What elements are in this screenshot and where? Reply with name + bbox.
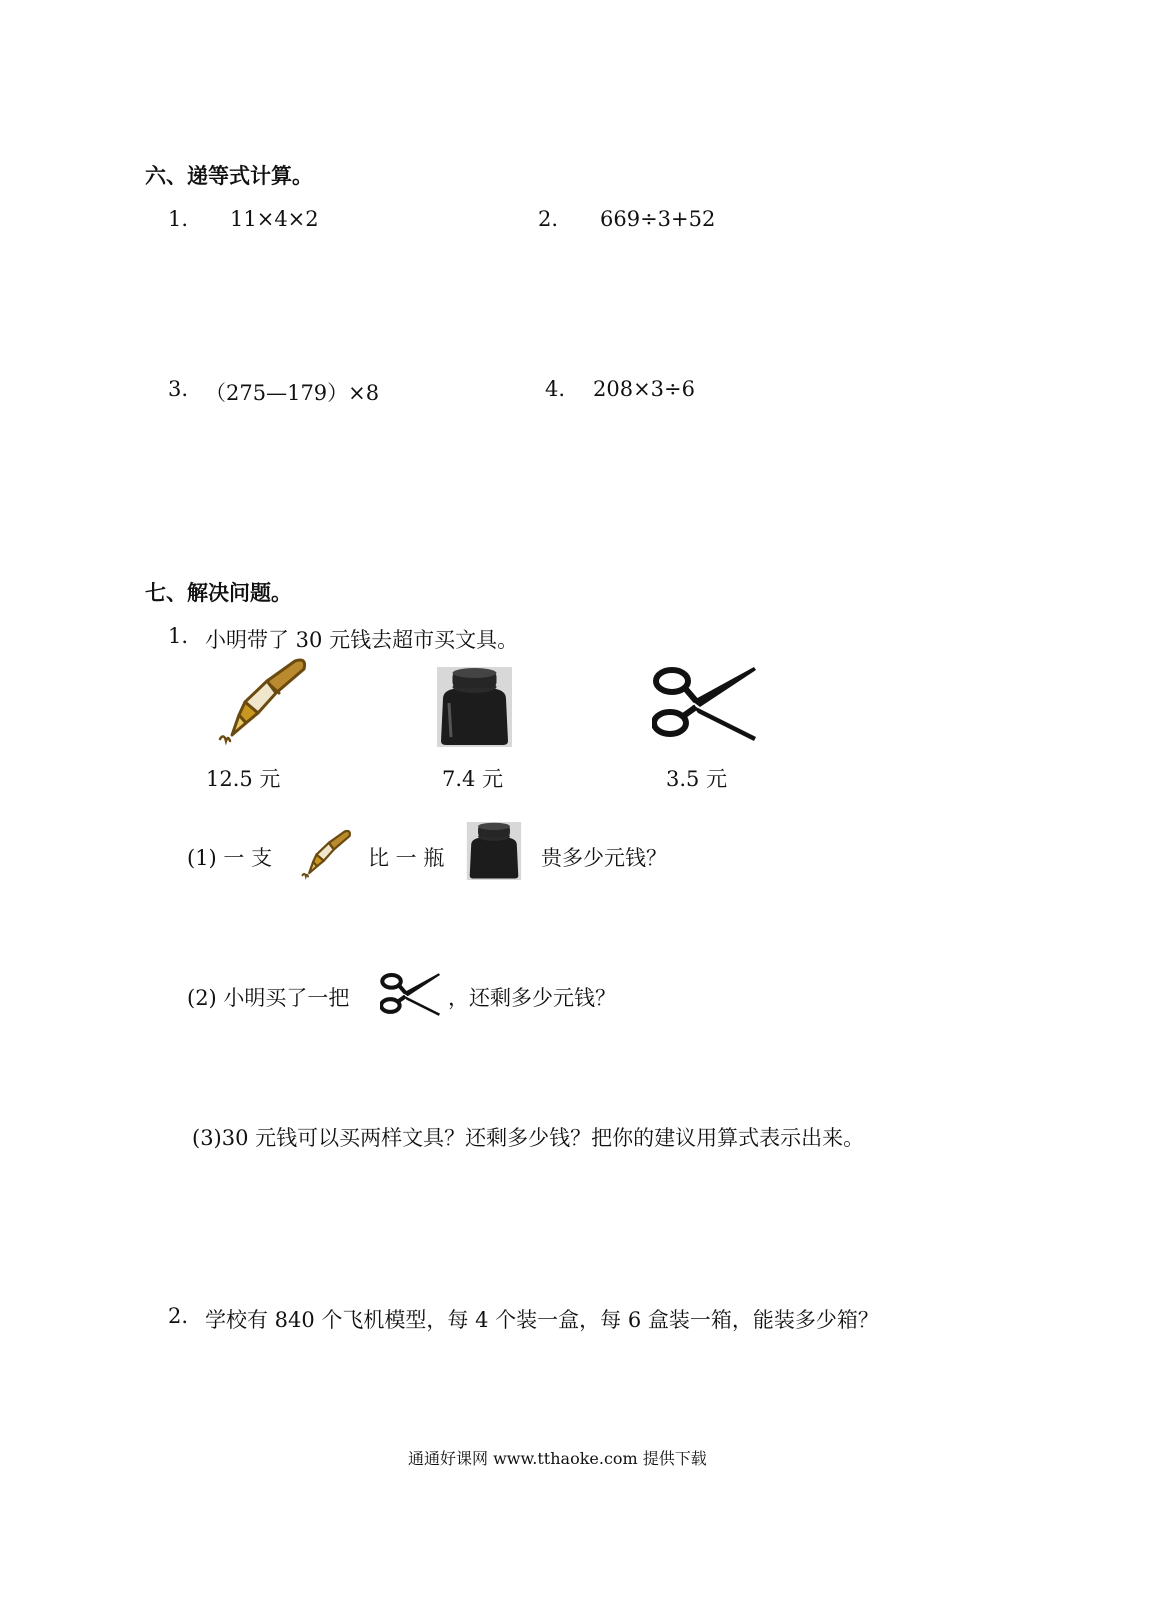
item1-expression: 11×4×2 xyxy=(230,207,319,231)
sub2-text-a: (2) 小明买了一把 xyxy=(187,986,350,1010)
page-footer: 通通好课网 www.tthaoke.com 提供下载 xyxy=(408,1449,707,1468)
item4-number: 4. xyxy=(545,377,566,401)
scissors-price: 3.5 元 xyxy=(666,767,728,791)
fountain-pen-icon xyxy=(212,655,312,747)
q1-number: 1. xyxy=(168,624,189,648)
item4-expression: 208×3÷6 xyxy=(593,377,695,401)
sub1-text-a: (1) 一 支 xyxy=(187,846,273,870)
ink-bottle-icon xyxy=(437,667,512,747)
q2-number: 2. xyxy=(168,1304,189,1328)
sub3-text: (3)30 元钱可以买两样文具？还剩多少钱？把你的建议用算式表示出来。 xyxy=(192,1126,865,1150)
ink-price: 7.4 元 xyxy=(442,767,504,791)
section7-title: 七、解决问题。 xyxy=(145,581,292,605)
q1-text: 小明带了 30 元钱去超市买文具。 xyxy=(205,628,519,652)
sub1-text-b: 比 一 瓶 xyxy=(368,846,445,870)
sub2-text-b: ，还剩多少元钱？ xyxy=(448,986,616,1010)
q2-text: 学校有 840 个飞机模型，每 4 个装一盒，每 6 盒装一箱，能装多少箱？ xyxy=(205,1308,879,1332)
item2-number: 2. xyxy=(538,207,559,231)
item1-number: 1. xyxy=(168,207,189,231)
item3-expression: （275—179）×8 xyxy=(205,381,380,405)
item3-number: 3. xyxy=(168,377,189,401)
item2-expression: 669÷3+52 xyxy=(600,207,716,231)
pen-price: 12.5 元 xyxy=(206,767,281,791)
scissors-icon xyxy=(652,665,756,741)
section6-title: 六、递等式计算。 xyxy=(145,164,313,188)
scissors-icon xyxy=(380,972,440,1016)
fountain-pen-icon xyxy=(298,828,354,880)
ink-bottle-icon xyxy=(466,822,522,880)
sub1-text-c: 贵多少元钱？ xyxy=(541,846,667,870)
